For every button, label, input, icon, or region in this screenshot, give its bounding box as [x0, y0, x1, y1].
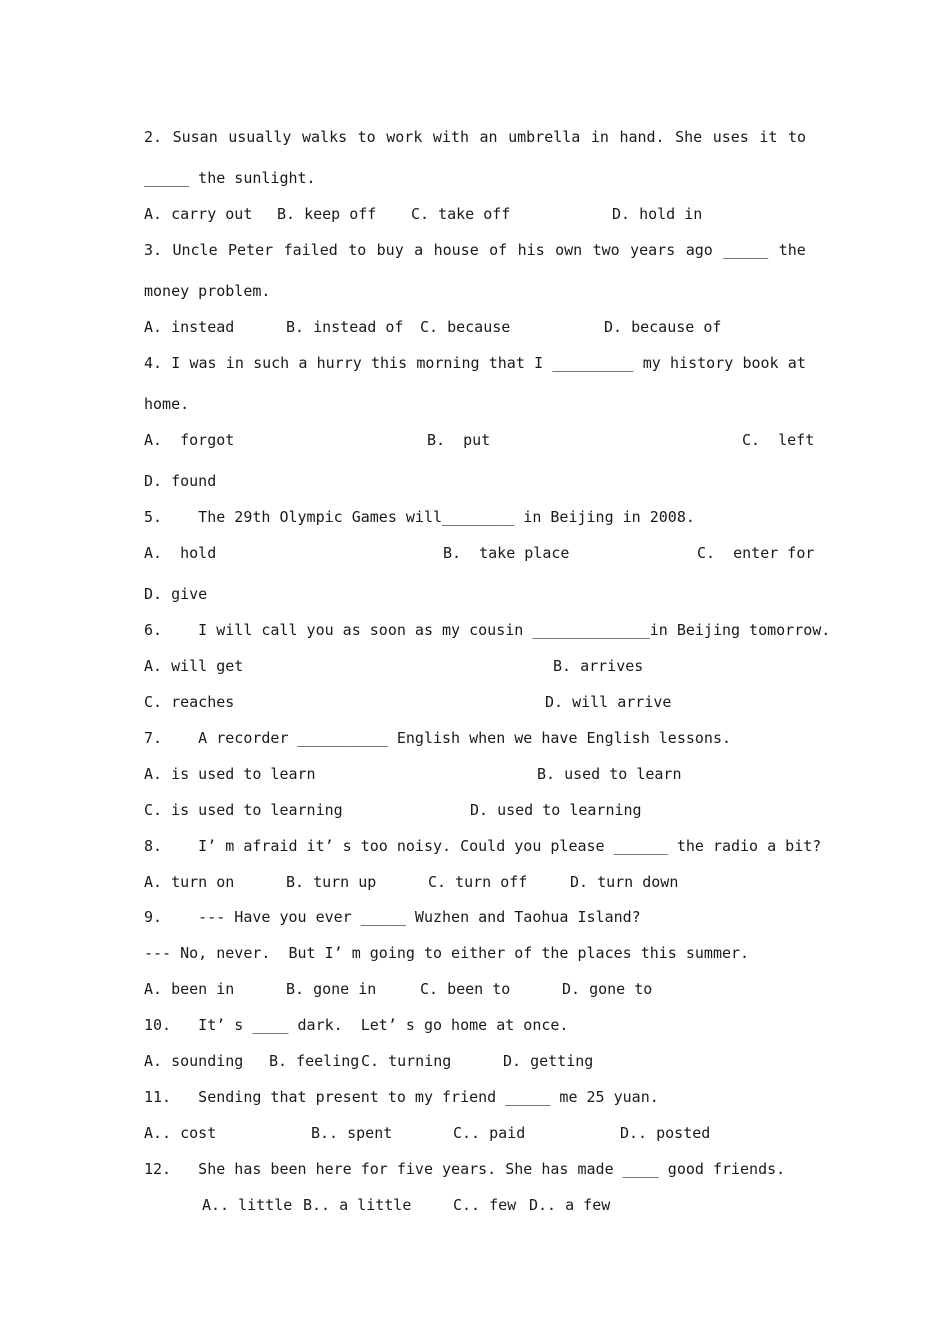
question-2-option-c: C. take off: [411, 205, 511, 223]
question-2-stem-continued: _____ the sunlight.: [144, 169, 316, 187]
question-9-option-c: C. been to: [420, 980, 511, 998]
question-9-reply: --- No, never. But I’ m going to either of the places this summer.: [144, 944, 750, 962]
question-7-option-a: A. is used to learn: [144, 765, 316, 783]
question-12-stem: 12. She has been here for five years. She has made ____ good friends.: [144, 1160, 786, 1178]
question-7-option-c: C. is used to learning: [144, 801, 343, 819]
question-8-option-c: C. turn off: [428, 873, 528, 891]
question-10-option-d: D. getting: [503, 1052, 594, 1070]
question-7-stem: 7. A recorder __________ English when we have English lessons.: [144, 729, 731, 747]
question-2-option-b: B. keep off: [277, 205, 377, 223]
question-2-stem: 2. Susan usually walks to work with an umbrella in hand. She uses it to: [144, 128, 806, 146]
question-4-stem: 4. I was in such a hurry this morning that I _________ my history book at: [144, 354, 806, 372]
question-4-option-d: D. found: [144, 472, 217, 490]
question-3-stem: 3. Uncle Peter failed to buy a house of his own two years ago _____ the: [144, 241, 806, 259]
question-9-stem: 9. --- Have you ever _____ Wuzhen and Taohua Island?: [144, 908, 641, 926]
question-11-option-b: B.. spent: [311, 1124, 393, 1142]
question-8-option-a: A. turn on: [144, 873, 235, 891]
question-6-stem: 6. I will call you as soon as my cousin _____________in Beijing tomorrow.: [144, 621, 831, 639]
question-3-option-b: B. instead of: [286, 318, 404, 336]
question-9-option-d: D. gone to: [562, 980, 653, 998]
question-4-option-b: B. put: [427, 431, 491, 449]
question-6-option-c: C. reaches: [144, 693, 235, 711]
question-12-option-d: D.. a few: [529, 1196, 611, 1214]
question-10-stem: 10. It’ s ____ dark. Let’ s go home at once.: [144, 1016, 569, 1034]
question-4-option-c: C. left: [742, 431, 815, 449]
question-5-option-b: B. take place: [443, 544, 570, 562]
question-9-option-b: B. gone in: [286, 980, 377, 998]
question-7-option-b: B. used to learn: [537, 765, 682, 783]
question-5-option-c: C. enter for: [697, 544, 815, 562]
question-7-option-d: D. used to learning: [470, 801, 642, 819]
question-11-option-d: D.. posted: [620, 1124, 711, 1142]
question-2-option-d: D. hold in: [612, 205, 703, 223]
question-10-option-a: A. sounding: [144, 1052, 244, 1070]
question-11-option-a: A.. cost: [144, 1124, 217, 1142]
question-4-stem-continued: home.: [144, 395, 190, 413]
question-10-option-b: B. feeling: [269, 1052, 360, 1070]
question-5-option-d: D. give: [144, 585, 208, 603]
question-3-option-c: C. because: [420, 318, 511, 336]
question-8-stem: 8. I’ m afraid it’ s too noisy. Could you please ______ the radio a bit?: [144, 837, 822, 855]
question-2-option-a: A. carry out: [144, 205, 253, 223]
question-3-stem-continued: money problem.: [144, 282, 271, 300]
question-4-option-a: A. forgot: [144, 431, 235, 449]
question-3-option-d: D. because of: [604, 318, 722, 336]
question-8-option-d: D. turn down: [570, 873, 679, 891]
question-6-option-b: B. arrives: [553, 657, 644, 675]
question-11-option-c: C.. paid: [453, 1124, 526, 1142]
question-8-option-b: B. turn up: [286, 873, 377, 891]
question-9-option-a: A. been in: [144, 980, 235, 998]
question-3-option-a: A. instead: [144, 318, 235, 336]
question-12-option-b: B.. a little: [303, 1196, 412, 1214]
question-11-stem: 11. Sending that present to my friend _____ me 25 yuan.: [144, 1088, 659, 1106]
question-12-option-a: A.. little: [202, 1196, 293, 1214]
question-6-option-a: A. will get: [144, 657, 244, 675]
question-6-option-d: D. will arrive: [545, 693, 672, 711]
question-5-stem: 5. The 29th Olympic Games will________ in Beijing in 2008.: [144, 508, 695, 526]
question-12-option-c: C.. few: [453, 1196, 517, 1214]
question-10-option-c: C. turning: [361, 1052, 452, 1070]
question-5-option-a: A. hold: [144, 544, 217, 562]
